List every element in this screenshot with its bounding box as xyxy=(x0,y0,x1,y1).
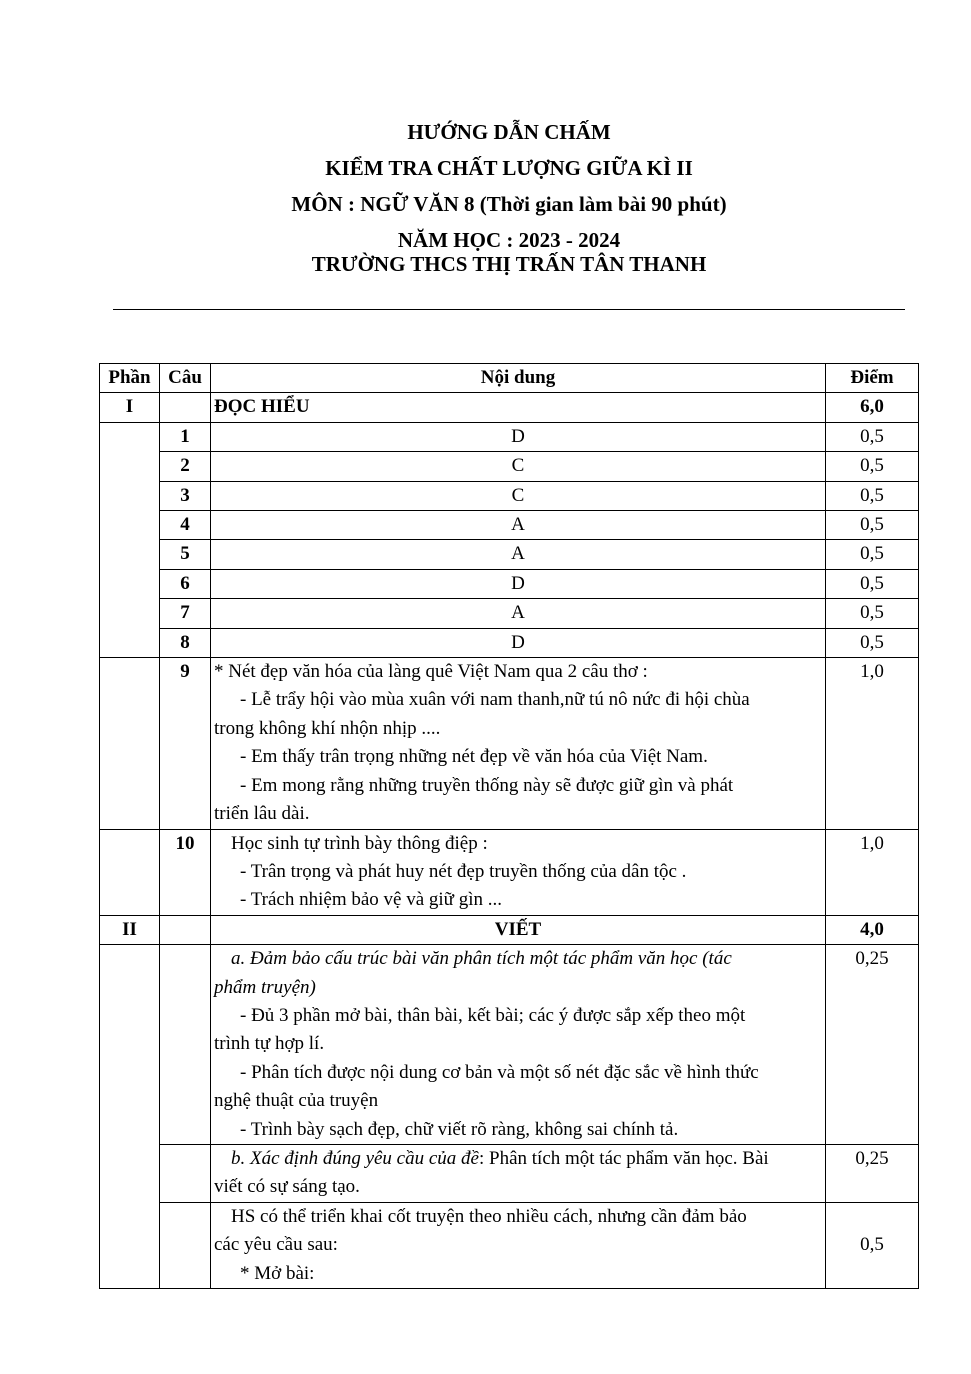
section-number: I xyxy=(100,393,160,422)
content-line: - Trình bày sạch đẹp, chữ viết rõ ràng, không sai chính tả. xyxy=(240,1118,679,1140)
content-line: - Phân tích được nội dung cơ bản và một số nét đặc sắc về hình thức xyxy=(240,1061,759,1083)
section-score: 6,0 xyxy=(826,393,919,422)
header-cau: Câu xyxy=(160,364,211,393)
empty-cell xyxy=(160,1144,211,1202)
section-row-reading xyxy=(100,393,919,422)
school-year: NĂM HỌC : 2023 - 2024 xyxy=(397,228,621,252)
content-line: - Em mong rằng những truyền thống này sẽ được giữ gìn và phát xyxy=(240,774,734,796)
question-10-content xyxy=(211,829,826,915)
score-cell: 0,5 xyxy=(826,452,919,481)
table-row xyxy=(100,452,919,481)
question-number: 7 xyxy=(160,599,211,628)
section-number: II xyxy=(100,915,160,944)
content-line: - Trách nhiệm bảo vệ và giữ gìn ... xyxy=(240,889,503,911)
school-name: TRƯỜNG THCS THỊ TRẤN TÂN THANH xyxy=(311,252,707,276)
answer-cell: A xyxy=(211,511,826,540)
writing-criterion-a xyxy=(100,945,919,1145)
score-cell: 0,5 xyxy=(826,628,919,657)
criterion-b-content xyxy=(211,1144,826,1202)
table-row xyxy=(100,569,919,598)
subject-line: MÔN : NGỮ VĂN 8 (Thời gian làm bài 90 phút) xyxy=(291,192,727,216)
score-cell: 0,5 xyxy=(826,511,919,540)
content-line: - Đủ 3 phần mở bài, thân bài, kết bài; các ý được sắp xếp theo một xyxy=(240,1004,746,1026)
section-title: VIẾT xyxy=(211,915,826,944)
answer-cell: D xyxy=(211,422,826,451)
table-row xyxy=(100,511,919,540)
content-line: * Mở bài: xyxy=(240,1262,315,1284)
empty-cell xyxy=(100,829,160,915)
content-line: nghệ thuật của truyện xyxy=(214,1090,379,1112)
content-line: * Nét đẹp văn hóa của làng quê Việt Nam qua 2 câu thơ : xyxy=(214,661,648,683)
content-line: trong không khí nhộn nhịp .... xyxy=(214,717,441,739)
content-line-italic: b. Xác định đúng yêu cầu của đề xyxy=(231,1147,479,1169)
score-cell: 0,5 xyxy=(826,540,919,569)
question-number: 4 xyxy=(160,511,211,540)
answer-cell: C xyxy=(211,481,826,510)
exam-title: KIỂM TRA CHẤT LƯỢNG GIỮA KÌ II xyxy=(325,156,693,180)
answer-cell: A xyxy=(211,599,826,628)
question-9-content xyxy=(211,658,826,829)
empty-cell xyxy=(160,1202,211,1288)
question-number: 6 xyxy=(160,569,211,598)
score-cell: 1,0 xyxy=(826,658,919,829)
score-cell: 0,5 xyxy=(826,599,919,628)
header-divider xyxy=(113,309,905,310)
question-number: 5 xyxy=(160,540,211,569)
empty-cell xyxy=(160,915,211,944)
question-number: 2 xyxy=(160,452,211,481)
content-line: HS có thể triển khai cốt truyện theo nhiều cách, nhưng cần đảm bảo xyxy=(231,1205,747,1227)
content-line: : Phân tích một tác phẩm văn học. Bài xyxy=(478,1147,769,1169)
answer-cell: D xyxy=(211,628,826,657)
answer-cell: C xyxy=(211,452,826,481)
content-line: - Em thấy trân trọng những nét đẹp về văn hóa của Việt Nam. xyxy=(240,746,708,768)
empty-cell xyxy=(100,658,160,829)
content-line: các yêu cầu sau: xyxy=(214,1234,338,1256)
content-line: - Trân trọng và phát huy nét đẹp truyền thống của dân tộc . xyxy=(240,860,687,882)
content-line: viết có sự sáng tạo. xyxy=(214,1176,360,1198)
grading-table xyxy=(99,363,919,1289)
document-header xyxy=(0,118,971,278)
section-row-writing xyxy=(100,915,919,944)
empty-cell xyxy=(100,422,160,657)
header-phan: Phần xyxy=(100,364,160,393)
question-10-row xyxy=(100,829,919,915)
writing-criterion-b xyxy=(100,1144,919,1202)
score-cell: 0,5 xyxy=(826,481,919,510)
writing-criterion-c xyxy=(100,1202,919,1288)
table-row xyxy=(100,540,919,569)
content-line: phẩm truyện) xyxy=(214,976,316,998)
score-cell: 1,0 xyxy=(826,829,919,915)
score-cell: 0,5 xyxy=(826,422,919,451)
table-header-row xyxy=(100,364,919,393)
empty-cell xyxy=(160,393,211,422)
score-cell: 0,5 xyxy=(826,1202,919,1288)
doc-title: HƯỚNG DẪN CHẤM xyxy=(407,120,611,144)
empty-cell xyxy=(100,945,160,1289)
question-number: 10 xyxy=(160,829,211,915)
score-cell: 0,25 xyxy=(826,1144,919,1202)
question-9-row xyxy=(100,658,919,829)
section-title: ĐỌC HIỂU xyxy=(211,393,826,422)
header-noidung: Nội dung xyxy=(211,364,826,393)
table-row xyxy=(100,422,919,451)
content-line: - Lễ trẩy hội vào mùa xuân với nam thanh,nữ tú nô nức đi hội chùa xyxy=(240,689,750,711)
question-number: 1 xyxy=(160,422,211,451)
table-row xyxy=(100,599,919,628)
content-line: trình tự hợp lí. xyxy=(214,1033,325,1055)
content-line: triển lâu dài. xyxy=(214,803,310,825)
score-cell: 0,5 xyxy=(826,569,919,598)
score-cell: 0,25 xyxy=(826,945,919,1145)
content-line: a. Đảm bảo cấu trúc bài văn phân tích một tác phẩm văn học (tác xyxy=(231,948,732,970)
table-row xyxy=(100,481,919,510)
question-number: 8 xyxy=(160,628,211,657)
section-score: 4,0 xyxy=(826,915,919,944)
question-number: 3 xyxy=(160,481,211,510)
answer-cell: A xyxy=(211,540,826,569)
criterion-a-content xyxy=(211,945,826,1145)
content-line: Học sinh tự trình bày thông điệp : xyxy=(231,832,488,854)
question-number: 9 xyxy=(160,658,211,829)
table-row xyxy=(100,628,919,657)
criterion-c-content xyxy=(211,1202,826,1288)
empty-cell xyxy=(160,945,211,1145)
header-diem: Điểm xyxy=(826,364,919,393)
answer-cell: D xyxy=(211,569,826,598)
